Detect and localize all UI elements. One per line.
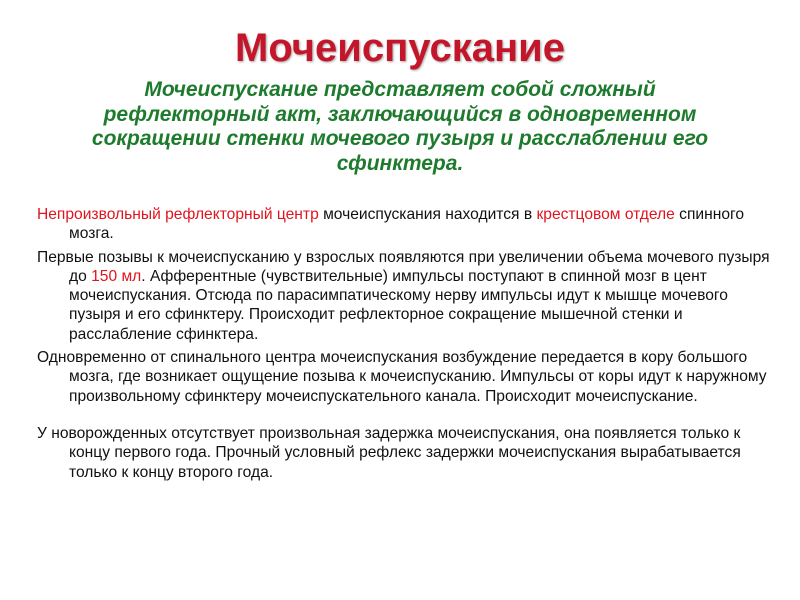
paragraph-first-urges (37, 248, 777, 344)
paragraph-text: спинного мозга. (69, 206, 745, 243)
paragraph-newborns: У новорожденных отсутствует произвольная задержка мочеиспускания, она появляется только к концу первого года. Прочный условный рефлекс задержки мочеиспускания вырабатывается только к концу второго года. (37, 424, 741, 481)
paragraph-cortex: Одновременно от спинального центра мочеиспускания возбуждение передается в кору большого мозга, где возникает ощущение позыва к мочеиспусканию. Импульсы от коры идут к наружному произвольному сфинктеру мочеиспускательного канала. Происходит мочеиспускание. (37, 349, 767, 405)
highlight-sacral-section: крестцовом отделе (536, 206, 675, 223)
body-text (37, 205, 777, 486)
highlight-volume: 150 мл (91, 267, 142, 285)
paragraph-center-location (37, 205, 777, 244)
paragraph-text: Первые позывы к мочеиспусканию у взрослых появляются при увеличении объема мочевого пузыря до (37, 248, 770, 285)
paragraph-text: . Афферентные (чувствительные) импульсы поступают в спинной мозг в цент мочеиспускания. Отсюда по парасимпатическому нерву импульсы идут к мышце мочевого пузыря и его сфинктеру. Происходит рефлекторное сокращение мышечной стенки и расслабление сфинктера. (69, 267, 728, 343)
highlight-involuntary-center: Непроизвольный рефлекторный центр (37, 206, 319, 223)
paragraph-text: мочеиспускания находится в (318, 206, 537, 223)
slide-title: Мочеиспускание (235, 26, 565, 70)
lead-definition: Мочеиспускание представляет собой сложный рефлекторный акт, заключающийся в одновременном сокращении стенки мочевого пузыря и расслаблении его сфинктера. (91, 78, 709, 175)
